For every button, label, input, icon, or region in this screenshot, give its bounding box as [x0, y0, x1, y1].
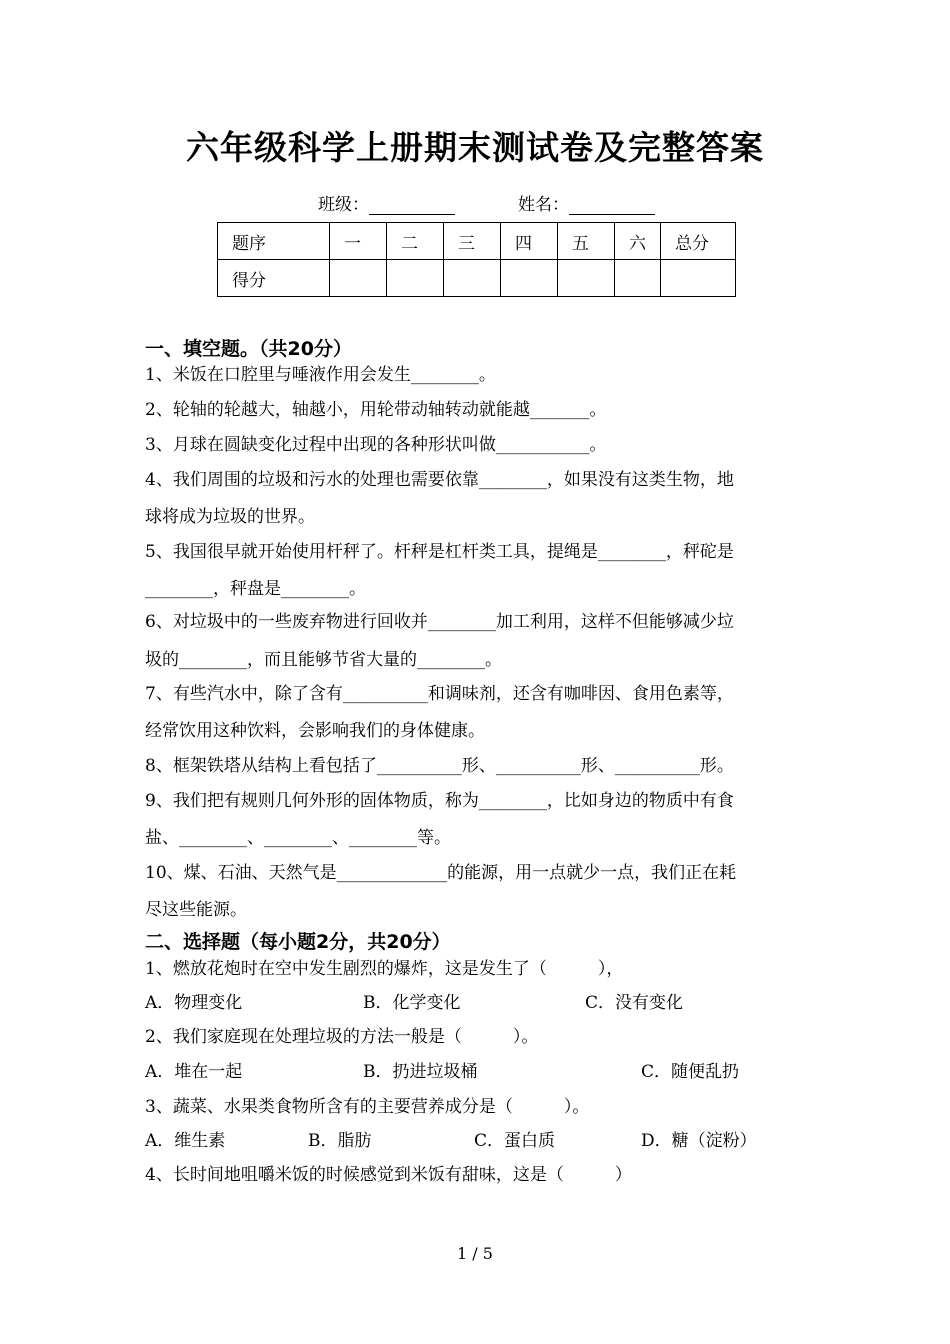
- section-heading-multiple-choice: 二、选择题（每小题2分，共20分）: [145, 931, 451, 953]
- name-label: 姓名：: [518, 195, 569, 215]
- score-table-cell: 六: [615, 223, 661, 260]
- question-line: 圾的________，而且能够节省大量的________。: [145, 650, 502, 670]
- score-cell[interactable]: [501, 260, 558, 297]
- question-line: 尽这些能源。: [145, 900, 247, 920]
- question-line: 4、我们周围的垃圾和污水的处理也需要依靠________，如果没有这类生物，地: [145, 470, 734, 490]
- score-table-header-row: [218, 223, 736, 260]
- option-b[interactable]: B．脂肪: [308, 1131, 372, 1151]
- option-a[interactable]: A．堆在一起: [145, 1062, 243, 1082]
- option-b[interactable]: B．化学变化: [363, 993, 461, 1013]
- score-cell[interactable]: [558, 260, 615, 297]
- option-d[interactable]: D．糖（淀粉）: [641, 1131, 757, 1151]
- class-field: [318, 190, 455, 215]
- score-table-cell: 三: [444, 223, 501, 260]
- name-field: [518, 190, 655, 215]
- question-line: 5、我国很早就开始使用杆秤了。杆秤是杠杆类工具，提绳是________，秤砣是: [145, 542, 734, 562]
- question-line: 7、有些汽水中，除了含有__________和调味剂，还含有咖啡因、食用色素等，: [145, 684, 734, 704]
- score-table-cell: 二: [387, 223, 444, 260]
- question-line: 3、蔬菜、水果类食物所含有的主要营养成分是（ ）。: [145, 1097, 590, 1117]
- score-table-cell: 四: [501, 223, 558, 260]
- score-cell[interactable]: [615, 260, 661, 297]
- score-cell[interactable]: [444, 260, 501, 297]
- name-blank[interactable]: [569, 196, 655, 215]
- option-b[interactable]: B．扔进垃圾桶: [363, 1062, 478, 1082]
- question-line: ________，秤盘是________。: [145, 579, 366, 599]
- page-number: 1 / 5: [457, 1244, 493, 1263]
- score-table-cell: 一: [330, 223, 387, 260]
- score-table-score-row: [218, 260, 736, 297]
- question-line: 6、对垃圾中的一些废弃物进行回收并________加工利用，这样不但能够减少垃: [145, 612, 734, 632]
- question-line: 2、我们家庭现在处理垃圾的方法一般是（ ）。: [145, 1027, 539, 1047]
- option-a[interactable]: A．维生素: [145, 1131, 226, 1151]
- question-line: 经常饮用这种饮料，会影响我们的身体健康。: [145, 721, 485, 741]
- score-table-cell: 五: [558, 223, 615, 260]
- question-line: 2、轮轴的轮越大，轴越小，用轮带动轴转动就能越_______。: [145, 400, 607, 420]
- score-cell[interactable]: [387, 260, 444, 297]
- question-line: 4、长时间地咀嚼米饭的时候感觉到米饭有甜味，这是（ ）: [145, 1165, 632, 1185]
- question-line: 3、月球在圆缺变化过程中出现的各种形状叫做___________。: [145, 435, 607, 455]
- option-c[interactable]: C．随便乱扔: [641, 1062, 740, 1082]
- option-c[interactable]: C．蛋白质: [474, 1131, 556, 1151]
- question-line: 10、煤、石油、天然气是_____________的能源，用一点就少一点，我们正在耗: [145, 863, 737, 883]
- question-line: 9、我们把有规则几何外形的固体物质，称为________，比如身边的物质中有食: [145, 791, 734, 811]
- score-table-cell: 题序: [218, 223, 330, 260]
- score-table-cell: 总分: [661, 223, 736, 260]
- score-cell[interactable]: [661, 260, 736, 297]
- page-title: 六年级科学上册期末测试卷及完整答案: [186, 128, 764, 167]
- question-line: 盐、________、________、________等。: [145, 828, 451, 848]
- option-c[interactable]: C．没有变化: [585, 993, 684, 1013]
- score-cell[interactable]: [330, 260, 387, 297]
- question-line: 1、燃放花炮时在空中发生剧烈的爆炸，这是发生了（ ），: [145, 959, 624, 979]
- class-label: 班级：: [318, 195, 369, 215]
- score-row-label: 得分: [218, 260, 330, 297]
- section-heading-fill-blank: 一、填空题。（共20分）: [145, 338, 352, 360]
- question-line: 1、米饭在口腔里与唾液作用会发生________。: [145, 365, 496, 385]
- question-line: 8、框架铁塔从结构上看包括了__________形、__________形、__________形。: [145, 756, 734, 776]
- option-a[interactable]: A．物理变化: [145, 993, 243, 1013]
- score-table: [217, 222, 736, 297]
- question-line: 球将成为垃圾的世界。: [145, 507, 315, 527]
- class-blank[interactable]: [369, 196, 455, 215]
